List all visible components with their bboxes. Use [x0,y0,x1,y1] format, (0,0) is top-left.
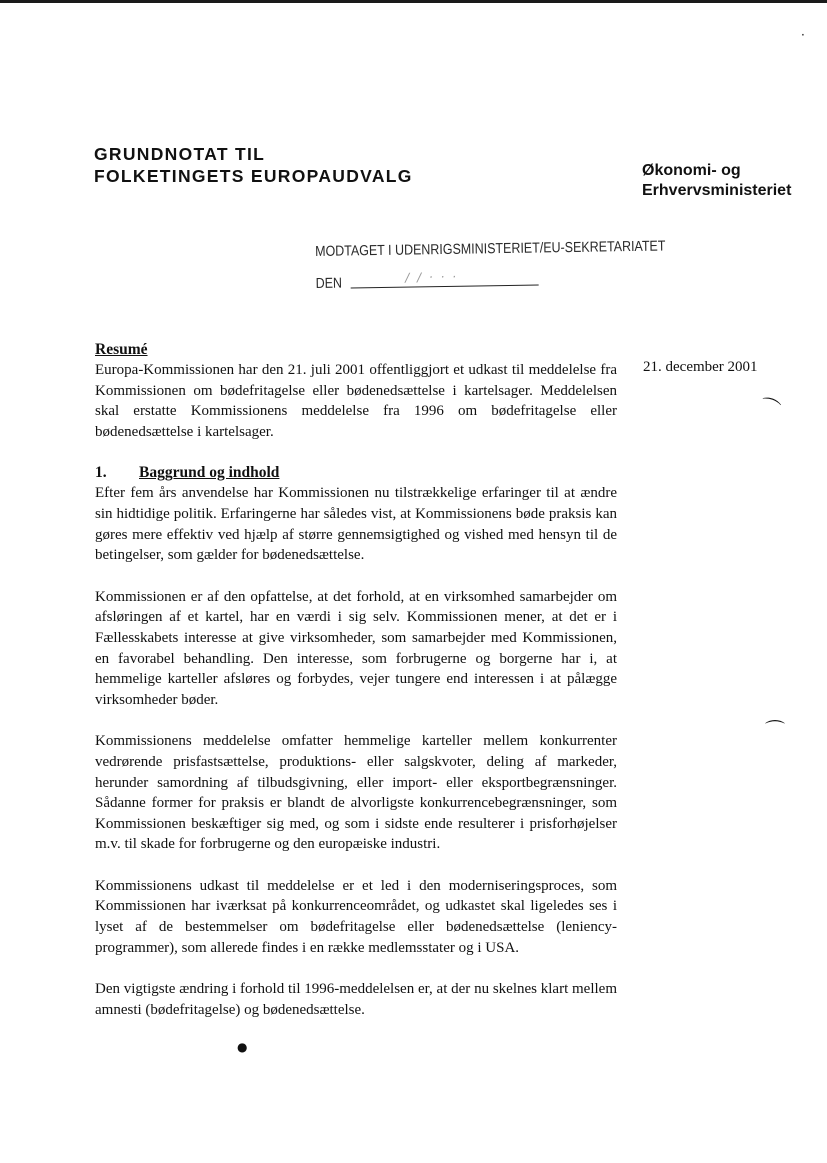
stamp-den-label: DEN [315,275,343,292]
received-stamp [315,238,676,292]
handwritten-date-mark: / / · · · [405,269,459,285]
title-line-1: GRUNDNOTAT TIL [94,144,266,164]
resume-heading: Resumé [95,341,148,358]
title-line-2: FOLKETINGETS EUROPAUDVALG [94,166,413,186]
document-title [94,143,514,187]
section-1-paragraph: Kommissionens meddelelse omfatter hemmelige karteller mellem konkurrenter vedrørende prisfastsættelse, produktions- eller salgskvoter, deling af markeder, herunder samordning af tilbudsgivning, eller import- eller eksportbegrænsninger. Sådanne former for praksis er blandt de alvorligste konkurrencebegrænsninger, som Kommissionen beskæftiger sig med, og som i sidste ende resulterer i prisforhøjelser m.v. til skade for forbrugerne og den europæiske industri. [95,733,617,853]
document-body [95,340,617,1020]
section-1-title: Baggrund og indhold [139,464,280,482]
section-1-paragraph: Kommissionens udkast til meddelelse er et led i den moderniseringsproces, som Kommissionen har iværksat på konkurrenceområdet, og udkastet skal ligeledes ses i lyset af de bestemmelser om bødefritagelse eller bødenedsættelse (leniency-programmer), som allerede findes i en række medlemsstater og i USA. [95,877,617,956]
stamp-received-text: MODTAGET I UDENRIGSMINISTERIET/EU-SEKRETARIATET [315,238,666,260]
stamp-signature-rule [350,269,538,288]
section-1-paragraph: Kommissionen er af den opfattelse, at det forhold, at en virksomhed samarbejder om afsløringen af et kartel, har en værdi i sig selv. Kommissionen mener, at det er i Fællesskabets interesse at give virksomheder, som samarbejder med Kommissionen, en favorabel behandling. Den interesse, som forbrugerne og borgerne har i, at hemmelige karteller afsløres og forbydes, vejer tungere end interessen i at pålægge virksomheder bøder. [95,588,617,708]
margin-hook-mark: ⌒ [765,718,785,742]
section-1-heading [95,463,617,483]
section-1-number: 1. [95,464,107,482]
ministry-name [642,161,822,201]
ministry-line-1: Økonomi- og [642,162,741,179]
stamp-date-line [316,270,676,292]
section-1-paragraph: Den vigtigste ændring i forhold til 1996-meddelelsen er, at der nu skelnes klart mellem amnesti (bødefritagelse) og bødenedsættelse. [95,981,617,1018]
ministry-line-2: Erhvervsministeriet [642,182,792,199]
scan-speck-mark: · [801,28,805,42]
document-date: 21. december 2001 [643,359,758,375]
margin-stroke-mark: ⌒ [755,393,783,423]
scan-edge-line [0,0,827,3]
section-1-paragraph: Efter fem års anvendelse har Kommissionen nu tilstrækkelige erfaringer til at ændre sin hidtidige politik. Erfaringerne har således vist, at Kommissionens bøde praksis kan gøres mere effektiv ved hjælp af større gennemsigtighed og vished med hensyn til de betingelser, som gælder for bødenedsættelse. [95,485,617,564]
scan-dot-mark: ● [237,1040,248,1054]
resume-text: Europa-Kommissionen har den 21. juli 2001 offentliggjort et udkast til meddelelse fra Kommissionen om bødefritagelse eller bødenedsættelse i kartelsager. Meddelelsen skal erstatte Kommissionens meddelelse fra 1996 om bødefritagelse eller bødenedsættelse i kartelsager. [95,362,617,440]
